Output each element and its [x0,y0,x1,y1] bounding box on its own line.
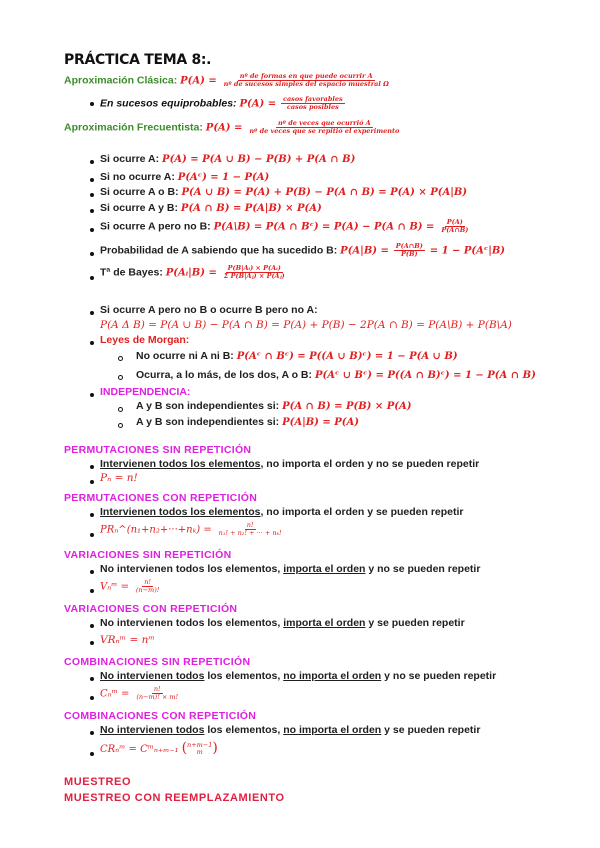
section-heading: VARIACIONES CON REPETICIÓN [64,603,238,615]
rule-si-no-ocurre-a [100,171,269,183]
description-text: los elementos, [204,724,284,736]
equiprobables-label: En sucesos equiprobables: [100,97,237,110]
combinatoria-description [100,458,479,470]
description-text: No intervienen todos los elementos, [100,563,284,575]
morgan-item-formula: P(Aᶜ ∩ Bᶜ) = P((A ∪ B)ᶜ) = 1 − P(A ∪ B) [236,351,458,362]
morgan-item-label: No ocurre ni A ni B: [136,350,234,362]
equiprobables-lhs: P(A) = [239,98,277,110]
formula-pre: Vₙᵐ = [100,581,129,593]
rule-formula: P(A ∩ B) = P(A|B) × P(A) [180,203,322,214]
bullet-icon [90,252,94,256]
morgan-item [136,350,458,362]
formula-pre: PRₙ^(n₁+n₂+···+nₖ) = [100,524,212,536]
combinatoria-description [100,506,464,518]
rule-prob-condicionada [100,243,505,258]
rule-fraction [394,243,425,258]
description-text: y no se pueden repetir [381,670,497,682]
bullet-icon [90,696,94,700]
rule-si-ocurre-a [100,153,355,165]
bullet-icon [90,465,94,469]
rule-formula-pre: P(A|B) = [340,245,389,257]
circle-bullet-icon [118,407,123,412]
bullet-icon [90,533,94,537]
combinatoria-description [100,670,496,682]
section-heading: PERMUTACIONES SIN REPETICIÓN [64,444,252,456]
underlined-text: Intervienen todos los elementos [100,458,261,470]
fraction-numerator: P(A∩B) [395,242,423,250]
aprox-clasica-lhs: P(A) = [180,75,217,87]
binomial-bottom: m [196,748,203,757]
fraction-numerator: n! [153,685,161,693]
bullet-icon [90,209,94,213]
section-heading: VARIACIONES SIN REPETICIÓN [64,549,232,561]
bullet-icon [90,160,94,164]
rule-label: Si no ocurre A: [100,171,175,183]
combinatoria-formula [100,579,163,594]
description-text: y se pueden repetir [365,617,465,629]
fraction-numerator: n! [246,521,254,529]
bullet-icon [90,341,94,345]
bullet-icon [90,311,94,315]
aprox-frecuentista-fraction [247,120,401,135]
description-text: , no importa el orden y no se pueden repetir [260,458,480,470]
combinatoria-description [100,617,465,629]
rule-label: Probabilidad de A sabiendo que ha sucedido B: [100,244,338,257]
underlined-text: No intervienen todos [100,724,205,736]
circle-bullet-icon [118,423,123,428]
bullet-icon [90,641,94,645]
sym-diff-label: Si ocurre A pero no B o ocurre B pero no A: [100,304,318,316]
combinatoria-formula: Pₙ = n! [100,472,138,484]
bullet-icon [90,570,94,574]
combinatoria-formula [100,522,286,537]
rule-label: Si ocurre A: [100,153,160,165]
underlined-text: no importa el orden [283,670,382,682]
muestreo-reemplazamiento-heading: MUESTREO CON REEMPLAZAMIENTO [64,792,285,804]
bullet-icon [90,276,94,280]
combinatoria-formula: VRₙᵐ = nᵐ [100,634,155,646]
formula-fraction [134,686,180,701]
muestreo-heading: MUESTREO [64,776,132,788]
underlined-text: importa el orden [283,617,366,629]
rule-fraction [439,219,470,234]
equiprobables-line [100,96,347,111]
aprox-frecuentista-lhs: P(A) = [205,122,243,134]
formula-fraction [217,522,284,537]
combinatoria-description [100,724,480,736]
bullet-icon [90,480,94,484]
rule-label: Si ocurre A o B: [100,186,179,198]
bullet-icon [90,102,94,106]
rule-formula: P(A ∪ B) = P(A) + P(B) − P(A ∩ B) = P(A) × P(A|B) [181,187,468,198]
fraction-denominator: P(A∩B) [441,226,469,234]
bullet-icon [90,178,94,182]
independencia-heading: INDEPENDENCIA: [100,386,191,398]
independencia-item-label: A y B son independientes si: [136,416,280,428]
formula-pre: Cₙᵐ = [100,688,130,700]
fraction-denominator: nº de sucesos simples del espacio muestral Ω [223,80,389,88]
rule-bayes [100,265,289,280]
rule-formula: P(A) = P(A ∪ B) − P(B) + P(A ∩ B) [162,154,356,165]
bullet-icon [90,513,94,517]
binomial-top: n+m−1 [187,741,213,750]
aprox-frecuentista-line [64,120,403,135]
bullet-icon [90,731,94,735]
formula-fraction [134,579,161,594]
underlined-text: No intervienen todos [100,670,205,682]
description-text: los elementos, [204,670,284,682]
bullet-icon [90,624,94,628]
fraction-numerator: n! [144,578,152,586]
rule-fraction [222,265,287,280]
morgan-item [136,369,536,381]
combinatoria-formula [100,686,182,701]
aprox-clasica-label: Aproximación Clásica: [64,74,178,87]
fraction-denominator: nº de veces que se repitió el experimento [249,127,400,135]
description-text: y no se pueden repetir [365,563,481,575]
equiprobables-fraction [281,96,345,111]
rule-formula-post: = 1 − P(Aᶜ|B) [429,245,506,257]
independencia-item-formula: P(A|B) = P(A) [282,417,359,428]
underlined-text: Intervienen todos los elementos [100,506,261,518]
section-heading: PERMUTACIONES CON REPETICIÓN [64,492,258,504]
fraction-denominator: (n−m)! × m! [136,693,179,701]
aprox-clasica-line [64,73,393,88]
combinatoria-description [100,563,480,575]
formula-pre: CRₙᵐ = Cᵐₙ₊ₘ₋₁ [100,744,179,755]
morgan-item-label: Ocurra, a lo más, de los dos, A o B: [136,369,313,381]
aprox-frecuentista-label: Aproximación Frecuentista: [64,121,203,134]
rule-label: Si ocurre A y B: [100,202,178,214]
fraction-denominator: Σ P(B|Aⱼ) × P(Aⱼ) [223,272,285,280]
description-text: , no importa el orden y se pueden repetir [260,506,464,518]
fraction-denominator: P(B) [401,250,418,258]
circle-bullet-icon [118,356,123,361]
fraction-numerator: casos favorables [283,95,343,103]
description-text: No intervienen todos los elementos, [100,617,284,629]
bullet-icon [90,193,94,197]
independencia-item-label: A y B son independientes si: [136,400,280,412]
fraction-numerator: P(B|Aᵢ) × P(Aᵢ) [227,264,281,272]
underlined-text: no importa el orden [283,724,382,736]
rule-si-ocurre-a-no-b [100,219,472,234]
open-paren-icon: ( [181,740,188,756]
rule-formula: P(A\B) = P(A ∩ Bᶜ) = P(A) − P(A ∩ B) = [213,221,435,233]
bullet-icon [90,228,94,232]
rule-label: Tª de Bayes: [100,266,163,279]
bullet-icon [90,589,94,593]
morgan-item-formula: P(Aᶜ ∪ Bᶜ) = P((A ∩ B)ᶜ) = 1 − P(A ∩ B) [314,370,536,381]
morgan-heading: Leyes de Morgan: [100,334,190,346]
combinatoria-formula [100,740,218,756]
fraction-denominator: n₁! + n₂! + ··· + nₖ! [218,529,282,537]
sym-diff-formula: P(A Δ B) = P(A ∪ B) − P(A ∩ B) = P(A) + P(B) − 2P(A ∩ B) = P(A\B) + P(B\A) [100,319,512,331]
independencia-item [136,400,411,412]
binomial-fraction [187,742,212,756]
section-heading: COMBINACIONES CON REPETICIÓN [64,710,257,722]
rule-si-ocurre-a-o-b [100,186,467,198]
bullet-icon [90,393,94,397]
page-title: PRÁCTICA TEMA 8:. [64,52,212,68]
fraction-numerator: P(A) [446,218,463,226]
close-paren-icon: ) [212,740,218,756]
underlined-text: importa el orden [283,563,366,575]
bullet-icon [90,677,94,681]
bullet-icon [90,752,94,756]
aprox-clasica-fraction [222,73,391,88]
rule-formula-pre: P(Aᵢ|B) = [165,267,217,279]
fraction-denominator: casos posibles [286,103,339,111]
section-heading: COMBINACIONES SIN REPETICIÓN [64,656,251,668]
rule-label: Si ocurre A pero no B: [100,220,211,233]
independencia-item-formula: P(A ∩ B) = P(B) × P(A) [282,401,412,412]
fraction-numerator: nº de formas en que puede ocurrir A [239,72,373,80]
circle-bullet-icon [118,375,123,380]
rule-si-ocurre-a-y-b [100,202,322,214]
fraction-denominator: (n−m)! [135,586,160,594]
independencia-item [136,416,359,428]
description-text: y se pueden repetir [381,724,481,736]
fraction-numerator: nº de veces que ocurrió A [277,119,371,127]
rule-formula: P(Aᶜ) = 1 − P(A) [177,172,270,183]
